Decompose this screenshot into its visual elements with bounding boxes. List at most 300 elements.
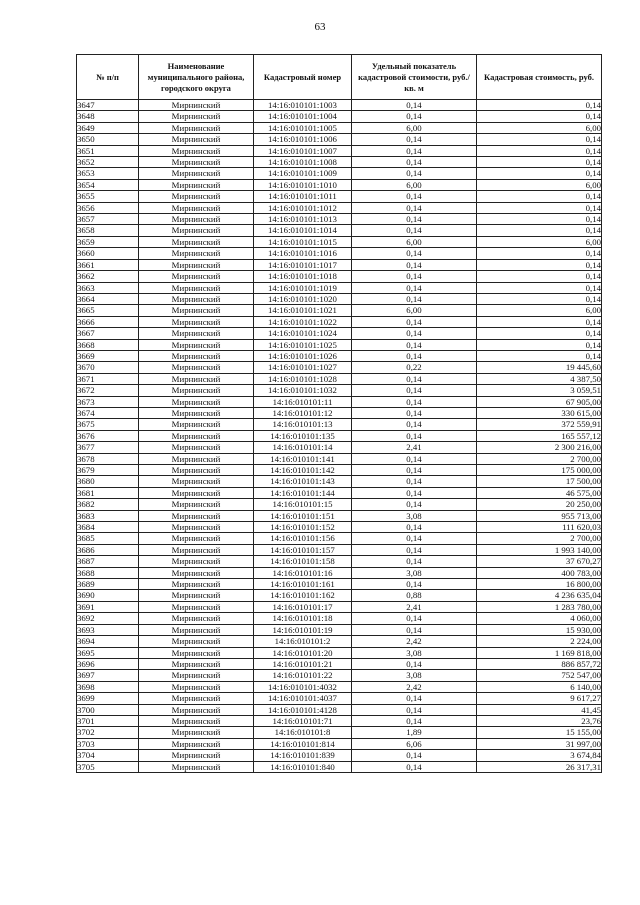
district-name: Мирнинский [139,111,254,122]
unit-rate: 0,14 [352,613,477,624]
cadastral-value: 37 670,27 [477,556,602,567]
row-number: 3682 [77,499,139,510]
unit-rate: 0,14 [352,658,477,669]
row-number: 3649 [77,122,139,133]
table-row [77,442,602,453]
table-row [77,225,602,236]
unit-rate: 0,14 [352,316,477,327]
district-name: Мирнинский [139,442,254,453]
district-name: Мирнинский [139,601,254,612]
cadastral-value: 2 300 216,00 [477,442,602,453]
unit-rate: 0,14 [352,419,477,430]
unit-rate: 0,14 [352,100,477,111]
unit-rate: 0,14 [352,465,477,476]
row-number: 3652 [77,157,139,168]
cadastral-value: 19 445,60 [477,362,602,373]
district-name: Мирнинский [139,693,254,704]
district-name: Мирнинский [139,579,254,590]
table-row [77,282,602,293]
cadastral-number: 14:16:010101:1006 [254,134,352,145]
row-number: 3655 [77,191,139,202]
cadastral-value: 16 800,00 [477,579,602,590]
row-number: 3672 [77,385,139,396]
cadastral-number: 14:16:010101:12 [254,407,352,418]
cadastral-number: 14:16:010101:1003 [254,100,352,111]
district-name: Мирнинский [139,122,254,133]
cadastral-value: 15 155,00 [477,727,602,738]
district-name: Мирнинский [139,647,254,658]
district-name: Мирнинский [139,339,254,350]
unit-rate: 0,14 [352,704,477,715]
cadastral-value: 2 224,00 [477,636,602,647]
row-number: 3701 [77,715,139,726]
unit-rate: 0,14 [352,407,477,418]
cadastral-number: 14:16:010101:14 [254,442,352,453]
table-row [77,715,602,726]
district-name: Мирнинский [139,282,254,293]
unit-rate: 0,14 [352,624,477,635]
cadastral-number: 14:16:010101:15 [254,499,352,510]
row-number: 3688 [77,567,139,578]
unit-rate: 0,14 [352,168,477,179]
table-row [77,533,602,544]
row-number: 3661 [77,259,139,270]
cadastral-number: 14:16:010101:141 [254,453,352,464]
cadastral-number: 14:16:010101:1021 [254,305,352,316]
cadastral-value: 0,14 [477,282,602,293]
cadastral-number: 14:16:010101:1022 [254,316,352,327]
table-row [77,738,602,749]
cadastral-value: 2 700,00 [477,453,602,464]
cadastral-number: 14:16:010101:1004 [254,111,352,122]
district-name: Мирнинский [139,465,254,476]
district-name: Мирнинский [139,613,254,624]
unit-rate: 0,14 [352,476,477,487]
cadastral-number: 14:16:010101:13 [254,419,352,430]
table-header-row [77,55,602,100]
district-name: Мирнинский [139,704,254,715]
table-row [77,122,602,133]
row-number: 3697 [77,670,139,681]
district-name: Мирнинский [139,658,254,669]
row-number: 3650 [77,134,139,145]
cadastral-value: 372 559,91 [477,419,602,430]
cadastral-number: 14:16:010101:1024 [254,328,352,339]
cadastral-number: 14:16:010101:1015 [254,236,352,247]
cadastral-value: 886 857,72 [477,658,602,669]
unit-rate: 0,14 [352,191,477,202]
cadastral-value: 0,14 [477,339,602,350]
unit-rate: 3,08 [352,647,477,658]
row-number: 3677 [77,442,139,453]
row-number: 3667 [77,328,139,339]
row-number: 3659 [77,236,139,247]
district-name: Мирнинский [139,316,254,327]
table-row [77,111,602,122]
cadastral-number: 14:16:010101:135 [254,430,352,441]
cadastral-number: 14:16:010101:144 [254,487,352,498]
row-number: 3665 [77,305,139,316]
cadastral-value: 6,00 [477,305,602,316]
district-name: Мирнинский [139,145,254,156]
table-row [77,601,602,612]
cadastral-number: 14:16:010101:814 [254,738,352,749]
table-row [77,556,602,567]
cadastral-value: 6,00 [477,122,602,133]
row-number: 3653 [77,168,139,179]
table-row [77,681,602,692]
row-number: 3685 [77,533,139,544]
table-row [77,544,602,555]
unit-rate: 0,14 [352,373,477,384]
row-number: 3675 [77,419,139,430]
table-row [77,157,602,168]
district-name: Мирнинский [139,202,254,213]
row-number: 3656 [77,202,139,213]
cadastral-value: 752 547,00 [477,670,602,681]
district-name: Мирнинский [139,453,254,464]
unit-rate: 0,14 [352,385,477,396]
district-name: Мирнинский [139,533,254,544]
unit-rate: 0,14 [352,430,477,441]
district-name: Мирнинский [139,350,254,361]
table-row [77,248,602,259]
row-number: 3674 [77,407,139,418]
row-number: 3684 [77,522,139,533]
row-number: 3703 [77,738,139,749]
table-row [77,350,602,361]
table-row [77,236,602,247]
table-row [77,453,602,464]
district-name: Мирнинский [139,715,254,726]
table-row [77,214,602,225]
cadastral-value: 0,14 [477,134,602,145]
cadastral-number: 14:16:010101:17 [254,601,352,612]
unit-rate: 6,00 [352,305,477,316]
table-row [77,670,602,681]
table-row [77,522,602,533]
cadastral-value: 41,45 [477,704,602,715]
district-name: Мирнинский [139,396,254,407]
cadastral-number: 14:16:010101:1010 [254,179,352,190]
cadastral-value: 0,14 [477,191,602,202]
district-name: Мирнинский [139,499,254,510]
district-name: Мирнинский [139,134,254,145]
cadastral-number: 14:16:010101:1018 [254,271,352,282]
cadastral-value: 175 000,00 [477,465,602,476]
unit-rate: 0,14 [352,111,477,122]
cadastral-number: 14:16:010101:4037 [254,693,352,704]
row-number: 3690 [77,590,139,601]
row-number: 3695 [77,647,139,658]
district-name: Мирнинский [139,624,254,635]
cadastral-number: 14:16:010101:16 [254,567,352,578]
table-row [77,259,602,270]
cadastral-number: 14:16:010101:1014 [254,225,352,236]
district-name: Мирнинский [139,168,254,179]
district-name: Мирнинский [139,430,254,441]
row-number: 3700 [77,704,139,715]
cadastral-number: 14:16:010101:8 [254,727,352,738]
page-number: 63 [314,21,326,33]
header-num: № п/п [77,55,139,100]
district-name: Мирнинский [139,305,254,316]
table-row [77,727,602,738]
table-row [77,293,602,304]
table-row [77,590,602,601]
table-row [77,647,602,658]
table-row [77,624,602,635]
table-row [77,636,602,647]
table-row [77,385,602,396]
cadastral-number: 14:16:010101:18 [254,613,352,624]
row-number: 3676 [77,430,139,441]
table-row [77,316,602,327]
cadastral-number: 14:16:010101:152 [254,522,352,533]
cadastral-number: 14:16:010101:1005 [254,122,352,133]
district-name: Мирнинский [139,670,254,681]
row-number: 3699 [77,693,139,704]
cadastral-value: 4 387,50 [477,373,602,384]
row-number: 3664 [77,293,139,304]
row-number: 3647 [77,100,139,111]
unit-rate: 0,14 [352,248,477,259]
table-row [77,476,602,487]
table-row [77,305,602,316]
district-name: Мирнинский [139,225,254,236]
cadastral-value: 20 250,00 [477,499,602,510]
unit-rate: 0,14 [352,533,477,544]
district-name: Мирнинский [139,248,254,259]
cadastral-number: 14:16:010101:1008 [254,157,352,168]
row-number: 3687 [77,556,139,567]
cadastral-number: 14:16:010101:20 [254,647,352,658]
unit-rate: 0,14 [352,750,477,761]
cadastral-number: 14:16:010101:2 [254,636,352,647]
row-number: 3670 [77,362,139,373]
header-cadastral-number: Кадастровый номер [254,55,352,100]
unit-rate: 0,14 [352,225,477,236]
district-name: Мирнинский [139,328,254,339]
cadastral-number: 14:16:010101:1012 [254,202,352,213]
cadastral-number: 14:16:010101:1011 [254,191,352,202]
unit-rate: 0,14 [352,259,477,270]
table-row [77,134,602,145]
header-district: Наименование муниципального района, городского округа [139,55,254,100]
cadastral-number: 14:16:010101:1009 [254,168,352,179]
table-row [77,430,602,441]
unit-rate: 2,42 [352,681,477,692]
row-number: 3671 [77,373,139,384]
row-number: 3660 [77,248,139,259]
cadastral-value: 23,76 [477,715,602,726]
cadastral-number: 14:16:010101:19 [254,624,352,635]
row-number: 3683 [77,510,139,521]
cadastral-value: 0,14 [477,293,602,304]
district-name: Мирнинский [139,293,254,304]
cadastral-value: 400 783,00 [477,567,602,578]
unit-rate: 0,14 [352,453,477,464]
table-row [77,373,602,384]
row-number: 3698 [77,681,139,692]
table-row [77,465,602,476]
unit-rate: 6,00 [352,179,477,190]
district-name: Мирнинский [139,214,254,225]
table-row [77,362,602,373]
table-row [77,487,602,498]
district-name: Мирнинский [139,236,254,247]
cadastral-number: 14:16:010101:21 [254,658,352,669]
cadastral-value: 26 317,31 [477,761,602,772]
cadastral-number: 14:16:010101:162 [254,590,352,601]
cadastral-value: 9 617,27 [477,693,602,704]
row-number: 3662 [77,271,139,282]
row-number: 3691 [77,601,139,612]
cadastral-number: 14:16:010101:156 [254,533,352,544]
district-name: Мирнинский [139,567,254,578]
district-name: Мирнинский [139,191,254,202]
unit-rate: 0,22 [352,362,477,373]
district-name: Мирнинский [139,385,254,396]
row-number: 3681 [77,487,139,498]
unit-rate: 0,14 [352,202,477,213]
cadastral-value: 2 700,00 [477,533,602,544]
cadastral-number: 14:16:010101:1016 [254,248,352,259]
unit-rate: 3,08 [352,510,477,521]
cadastral-value: 46 575,00 [477,487,602,498]
district-name: Мирнинский [139,556,254,567]
district-name: Мирнинский [139,510,254,521]
cadastral-number: 14:16:010101:840 [254,761,352,772]
cadastral-value: 0,14 [477,202,602,213]
row-number: 3648 [77,111,139,122]
table-row [77,704,602,715]
row-number: 3694 [77,636,139,647]
unit-rate: 3,08 [352,567,477,578]
row-number: 3651 [77,145,139,156]
cadastral-number: 14:16:010101:157 [254,544,352,555]
cadastral-value: 1 993 140,00 [477,544,602,555]
cadastral-value: 330 615,00 [477,407,602,418]
cadastral-value: 955 713,00 [477,510,602,521]
table-row [77,339,602,350]
cadastral-number: 14:16:010101:1019 [254,282,352,293]
district-name: Мирнинский [139,407,254,418]
cadastral-value: 3 674,84 [477,750,602,761]
district-name: Мирнинский [139,419,254,430]
row-number: 3666 [77,316,139,327]
unit-rate: 0,14 [352,293,477,304]
table-row [77,658,602,669]
row-number: 3679 [77,465,139,476]
row-number: 3663 [77,282,139,293]
cadastral-number: 14:16:010101:161 [254,579,352,590]
cadastral-value: 31 997,00 [477,738,602,749]
table-row [77,145,602,156]
cadastral-number: 14:16:010101:839 [254,750,352,761]
table-row [77,499,602,510]
table-row [77,271,602,282]
row-number: 3673 [77,396,139,407]
row-number: 3696 [77,658,139,669]
cadastral-value: 17 500,00 [477,476,602,487]
row-number: 3658 [77,225,139,236]
district-name: Мирнинский [139,544,254,555]
table-row [77,100,602,111]
cadastral-value: 0,14 [477,316,602,327]
row-number: 3657 [77,214,139,225]
cadastral-value: 0,14 [477,259,602,270]
district-name: Мирнинский [139,179,254,190]
unit-rate: 0,14 [352,339,477,350]
district-name: Мирнинский [139,738,254,749]
district-name: Мирнинский [139,590,254,601]
table-row [77,419,602,430]
row-number: 3702 [77,727,139,738]
district-name: Мирнинский [139,157,254,168]
cadastral-number: 14:16:010101:4128 [254,704,352,715]
unit-rate: 0,14 [352,214,477,225]
table-row [77,202,602,213]
cadastral-value: 0,14 [477,111,602,122]
row-number: 3668 [77,339,139,350]
unit-rate: 0,14 [352,487,477,498]
unit-rate: 0,14 [352,134,477,145]
row-number: 3678 [77,453,139,464]
district-name: Мирнинский [139,271,254,282]
district-name: Мирнинский [139,476,254,487]
unit-rate: 2,42 [352,636,477,647]
unit-rate: 0,14 [352,715,477,726]
row-number: 3705 [77,761,139,772]
cadastral-number: 14:16:010101:1025 [254,339,352,350]
cadastral-number: 14:16:010101:11 [254,396,352,407]
district-name: Мирнинский [139,681,254,692]
cadastral-number: 14:16:010101:71 [254,715,352,726]
district-name: Мирнинский [139,750,254,761]
table-row [77,179,602,190]
cadastral-value: 0,14 [477,248,602,259]
cadastral-value: 1 169 818,00 [477,647,602,658]
table-body [77,100,602,773]
cadastral-number: 14:16:010101:143 [254,476,352,487]
unit-rate: 0,14 [352,282,477,293]
cadastral-number: 14:16:010101:158 [254,556,352,567]
unit-rate: 0,14 [352,522,477,533]
cadastral-value: 0,14 [477,328,602,339]
cadastral-number: 14:16:010101:1027 [254,362,352,373]
cadastral-number: 14:16:010101:1007 [254,145,352,156]
row-number: 3693 [77,624,139,635]
cadastral-number: 14:16:010101:22 [254,670,352,681]
unit-rate: 0,14 [352,761,477,772]
table-row [77,567,602,578]
unit-rate: 0,88 [352,590,477,601]
row-number: 3654 [77,179,139,190]
table-row [77,407,602,418]
table-row [77,579,602,590]
cadastral-number: 14:16:010101:1026 [254,350,352,361]
cadastral-number: 14:16:010101:1020 [254,293,352,304]
table-row [77,693,602,704]
district-name: Мирнинский [139,487,254,498]
unit-rate: 0,14 [352,693,477,704]
cadastral-number: 14:16:010101:1032 [254,385,352,396]
cadastral-value: 1 283 780,00 [477,601,602,612]
district-name: Мирнинский [139,522,254,533]
header-unit-rate: Удельный показатель кадастровой стоимости, руб./кв. м [352,55,477,100]
district-name: Мирнинский [139,100,254,111]
